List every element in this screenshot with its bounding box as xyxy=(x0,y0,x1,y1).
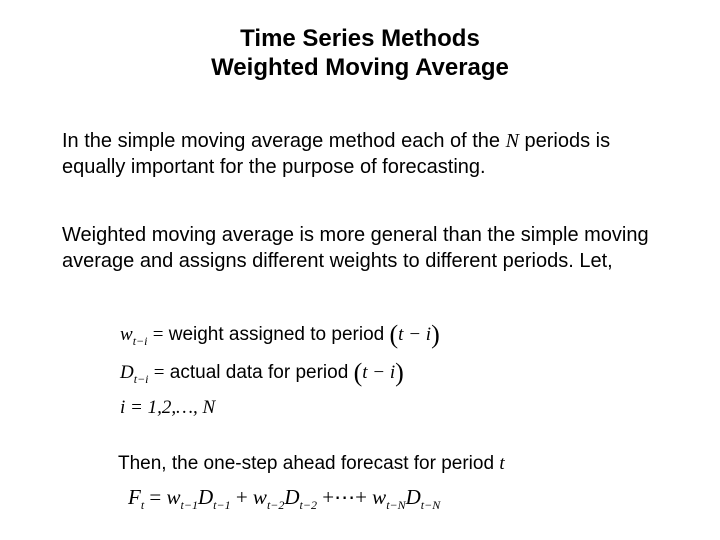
d2-symbol: D xyxy=(284,485,300,509)
w2-subscript: t−2 xyxy=(266,498,285,512)
definition-weight xyxy=(120,320,440,350)
slide-title xyxy=(0,24,720,82)
weight-description: weight assigned to period xyxy=(168,324,385,345)
wn-symbol: w xyxy=(372,485,387,509)
forecast-intro xyxy=(118,453,505,475)
plus-sign: + xyxy=(235,485,248,509)
paren-close: ) xyxy=(431,320,440,349)
d1-subscript: t−1 xyxy=(213,498,231,512)
paren-open: ( xyxy=(353,358,363,387)
w2-symbol: w xyxy=(252,485,267,509)
period-expression: t − i xyxy=(362,362,396,383)
paragraph1-var-n: N xyxy=(505,130,519,152)
wn-subscript: t−N xyxy=(386,498,406,512)
forecast-var-t: t xyxy=(499,453,505,474)
paragraph1-rest: periods is equally important for the purpose of forecasting. xyxy=(62,130,611,178)
d-subscript: t−i xyxy=(133,372,149,386)
f-subscript: t xyxy=(140,498,145,512)
definition-data xyxy=(120,358,404,388)
w1-symbol: w xyxy=(166,485,181,509)
paren-open: ( xyxy=(389,320,399,349)
forecast-formula xyxy=(128,485,440,513)
w-symbol: w xyxy=(120,324,133,345)
equals-sign: = xyxy=(152,324,164,345)
paragraph-simple-moving-average xyxy=(62,128,662,180)
dn-symbol: D xyxy=(405,485,421,509)
d-symbol: D xyxy=(120,362,134,383)
f-symbol: F xyxy=(128,485,141,509)
w-subscript: t−i xyxy=(132,334,148,348)
plus-sign: + xyxy=(322,485,335,509)
paragraph-weighted-moving-average: Weighted moving average is more general than the simple moving average and assigns different weights to different periods. Let, xyxy=(62,224,649,272)
forecast-text: Then, the one-step ahead forecast for period xyxy=(118,453,495,474)
d2-subscript: t−2 xyxy=(299,498,317,512)
data-description: actual data for period xyxy=(169,362,349,383)
ellipsis: ⋯ xyxy=(334,485,356,509)
equals-sign: = xyxy=(153,362,165,383)
plus-sign: + xyxy=(355,485,367,509)
paragraph1-text: In the simple moving average method each of the xyxy=(62,130,501,152)
title-line-2: Weighted Moving Average xyxy=(211,54,509,81)
d1-symbol: D xyxy=(197,485,214,509)
period-expression: t − i xyxy=(398,324,432,345)
index-range: i = 1,2,…, N xyxy=(120,397,216,418)
title-line-1: Time Series Methods xyxy=(240,25,480,52)
dn-subscript: t−N xyxy=(420,498,441,512)
paren-close: ) xyxy=(395,358,404,387)
w1-subscript: t−1 xyxy=(180,498,198,512)
equals-sign: = xyxy=(149,485,162,509)
